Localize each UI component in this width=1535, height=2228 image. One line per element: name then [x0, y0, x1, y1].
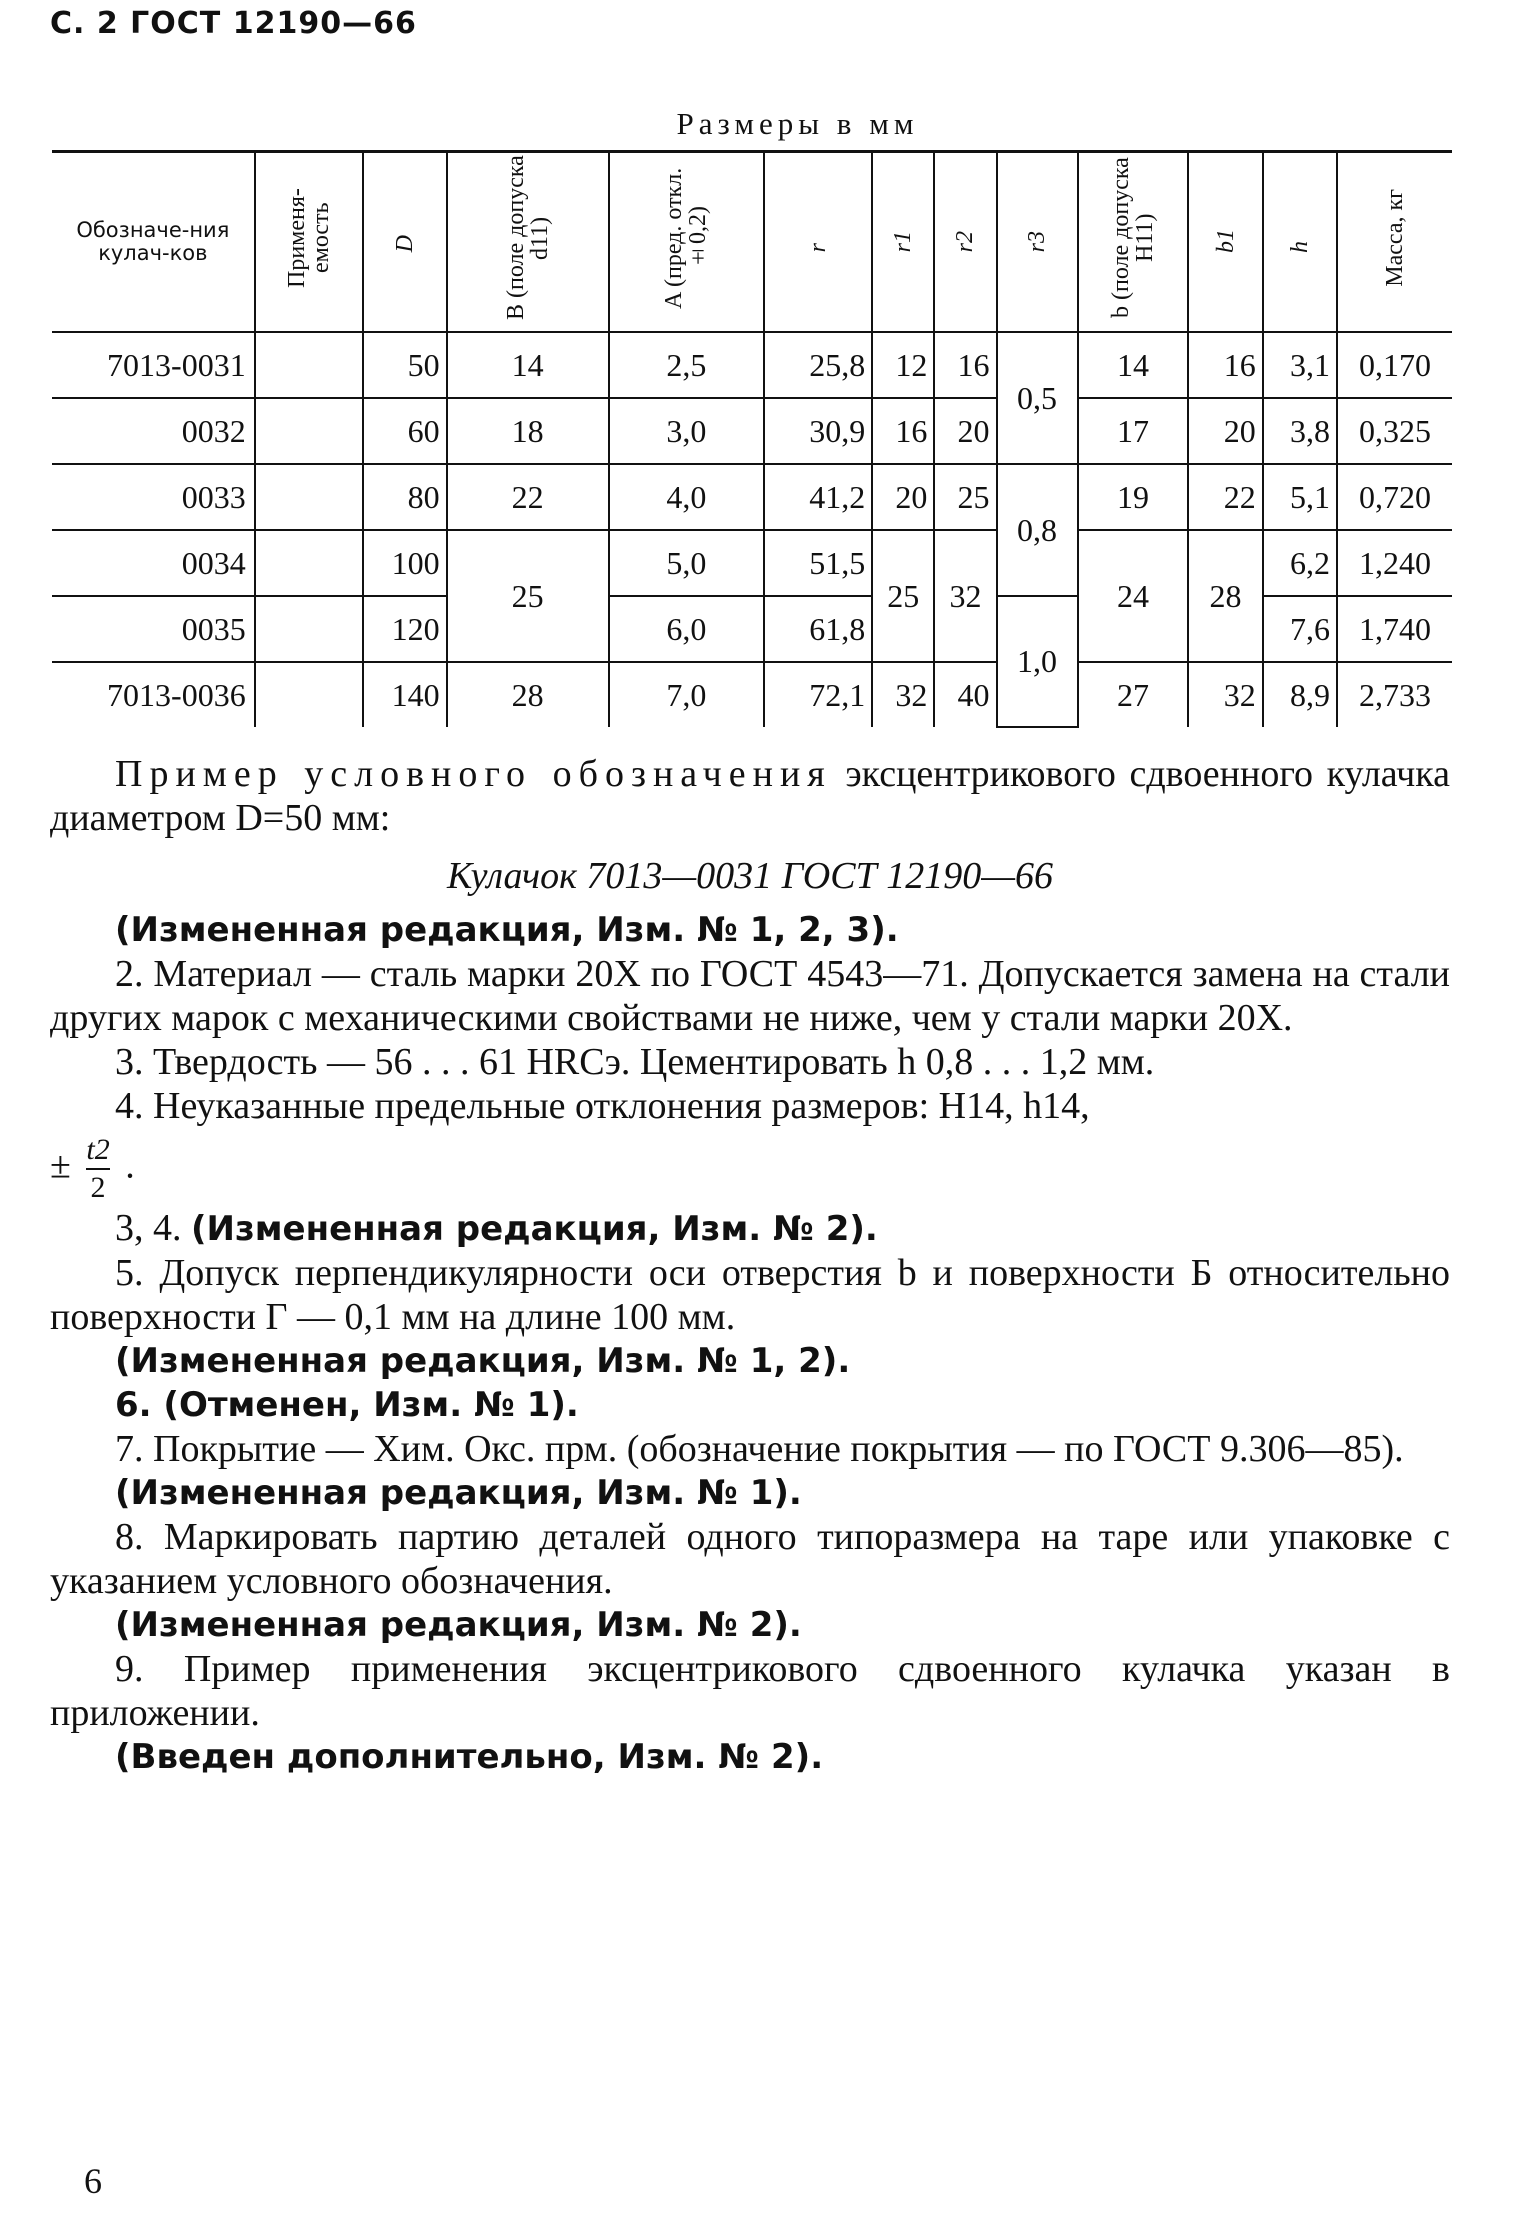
header-b: b (поле допуска H11): [1078, 152, 1189, 333]
cell-designation: 0032: [52, 398, 255, 464]
tolerance-formula: [50, 1132, 1450, 1206]
paragraph-5: 5. Допуск перпендикулярности оси отверстия b и поверхности Б относительно поверхности Г — 0,1 мм на длине 100 мм.: [50, 1252, 1450, 1338]
cell-b: 19: [1078, 464, 1189, 530]
cell-D: 100: [363, 530, 447, 596]
table-caption: Размеры в мм: [676, 106, 919, 141]
cell-h: 6,2: [1263, 530, 1337, 596]
body-text: [50, 752, 1450, 1779]
cell-h: 7,6: [1263, 596, 1337, 662]
header-A: A (пред. откл. ±0,2): [609, 152, 764, 333]
cell-A: 3,0: [609, 398, 764, 464]
header-B: B (поле допуска d11): [447, 152, 609, 333]
cell-r2-merged: 32: [934, 530, 996, 662]
cell-mass: 2,733: [1337, 662, 1452, 727]
example-intro: Пример условного обозначения эксцентрикового сдвоенного кулачка диаметром D=50 мм:: [50, 753, 1450, 839]
header-r3: r3: [997, 152, 1078, 333]
cell-applicability: [255, 596, 363, 662]
cell-mass: 1,740: [1337, 596, 1452, 662]
cell-A: 4,0: [609, 464, 764, 530]
cell-applicability: [255, 464, 363, 530]
cell-b1: 22: [1188, 464, 1262, 530]
cell-h: 3,8: [1263, 398, 1337, 464]
cell-b1-merged: 28: [1188, 530, 1262, 662]
paragraph-7: 7. Покрытие — Хим. Окс. прм. (обозначение покрытия — по ГОСТ 9.306—85).: [115, 1428, 1404, 1470]
example-designation: Кулачок 7013—0031 ГОСТ 12190—66: [447, 855, 1053, 897]
cell-A: 2,5: [609, 332, 764, 398]
cell-r: 72,1: [764, 662, 872, 727]
cell-b: 17: [1078, 398, 1189, 464]
cell-r1: 16: [872, 398, 934, 464]
cell-applicability: [255, 530, 363, 596]
header-D: D: [363, 152, 447, 333]
cell-h: 8,9: [1263, 662, 1337, 727]
cell-r: 51,5: [764, 530, 872, 596]
cell-B: 18: [447, 398, 609, 464]
cell-r1-merged: 25: [872, 530, 934, 662]
cell-mass: 1,240: [1337, 530, 1452, 596]
cell-designation: 0035: [52, 596, 255, 662]
paragraph-4: 4. Неуказанные предельные отклонения размеров: H14, h14,: [115, 1085, 1090, 1127]
paragraph-8: 8. Маркировать партию деталей одного типоразмера на таре или упаковке с указанием условного обозначения.: [50, 1516, 1450, 1602]
header-b1: b1: [1188, 152, 1262, 333]
cell-r2: 20: [934, 398, 996, 464]
fraction-denominator: 2: [90, 1171, 106, 1204]
formula-end: .: [125, 1144, 135, 1187]
amendment-note: (Измененная редакция, Изм. № 2).: [115, 1605, 802, 1645]
cell-A: 7,0: [609, 662, 764, 727]
cell-A: 6,0: [609, 596, 764, 662]
table-row: [52, 464, 1452, 530]
cell-r3: 0,5: [997, 332, 1078, 464]
cell-applicability: [255, 398, 363, 464]
cell-B: 28: [447, 662, 609, 727]
cell-b: 27: [1078, 662, 1189, 727]
cell-B-merged: 25: [447, 530, 609, 662]
cell-B: 22: [447, 464, 609, 530]
cell-b1: 16: [1188, 332, 1262, 398]
cell-D: 80: [363, 464, 447, 530]
page-number: 6: [84, 2161, 102, 2201]
cell-r3: 0,8: [997, 464, 1078, 596]
cell-applicability: [255, 332, 363, 398]
cell-b-merged: 24: [1078, 530, 1189, 662]
header-r2: r2: [934, 152, 996, 333]
table-header-row: [52, 152, 1452, 333]
header-h: h: [1263, 152, 1337, 333]
cell-designation: 0033: [52, 464, 255, 530]
amendment-note: (Измененная редакция, Изм. № 1, 2).: [115, 1341, 851, 1381]
cell-b: 14: [1078, 332, 1189, 398]
cell-designation: 7013-0031: [52, 332, 255, 398]
cell-A: 5,0: [609, 530, 764, 596]
paragraph-3: 3. Твердость — 56 . . . 61 HRCэ. Цементировать h 0,8 . . . 1,2 мм.: [115, 1041, 1155, 1083]
amendment-note: (Измененная редакция, Изм. № 1).: [115, 1473, 802, 1513]
cell-r3: 1,0: [997, 596, 1078, 727]
plus-minus-sign: ±: [50, 1144, 71, 1187]
cell-r: 30,9: [764, 398, 872, 464]
cell-D: 120: [363, 596, 447, 662]
page-header: С. 2 ГОСТ 12190—66: [50, 6, 417, 41]
cell-D: 60: [363, 398, 447, 464]
header-mass: Масса, кг: [1337, 152, 1452, 333]
cell-r: 61,8: [764, 596, 872, 662]
cell-D: 50: [363, 332, 447, 398]
fraction: [86, 1132, 109, 1206]
paragraph-6: 6. (Отменен, Изм. № 1).: [115, 1385, 579, 1425]
header-applicability: Применя-емость: [255, 152, 363, 333]
table-row: [52, 398, 1452, 464]
table-row: [52, 332, 1452, 398]
amendment-note: (Введен дополнительно, Изм. № 2).: [115, 1737, 824, 1777]
cell-applicability: [255, 662, 363, 727]
cell-B: 14: [447, 332, 609, 398]
cell-r2: 40: [934, 662, 996, 727]
cell-r1: 20: [872, 464, 934, 530]
header-r1: r1: [872, 152, 934, 333]
amendment-note-3-4: 3, 4. (Измененная редакция, Изм. № 2).: [115, 1207, 878, 1249]
fraction-numerator: t2: [86, 1132, 109, 1170]
cell-r1: 12: [872, 332, 934, 398]
cell-b1: 32: [1188, 662, 1262, 727]
cell-mass: 0,720: [1337, 464, 1452, 530]
cell-mass: 0,170: [1337, 332, 1452, 398]
cell-mass: 0,325: [1337, 398, 1452, 464]
table-row: [52, 530, 1452, 596]
cell-designation: 0034: [52, 530, 255, 596]
cell-r: 25,8: [764, 332, 872, 398]
cell-r2: 25: [934, 464, 996, 530]
cell-r2: 16: [934, 332, 996, 398]
header-r: r: [764, 152, 872, 333]
paragraph-9: 9. Пример применения эксцентрикового сдвоенного кулачка указан в приложении.: [50, 1648, 1450, 1734]
paragraph-2: 2. Материал — сталь марки 20Х по ГОСТ 4543—71. Допускается замена на стали других марок с механическими свойствами не ниже, чем у стали марки 20Х.: [50, 953, 1450, 1039]
cell-designation: 7013-0036: [107, 676, 246, 713]
cell-h: 5,1: [1263, 464, 1337, 530]
cell-D: 140: [363, 662, 447, 727]
cell-h: 3,1: [1263, 332, 1337, 398]
cell-b1: 20: [1188, 398, 1262, 464]
cell-r: 41,2: [764, 464, 872, 530]
cell-r1: 32: [872, 662, 934, 727]
table-row: [52, 662, 1452, 727]
amendment-note: (Измененная редакция, Изм. № 1, 2, 3).: [115, 910, 899, 950]
dimensions-table: [52, 150, 1452, 728]
header-designation: Обозначе-ния кулач-ков: [52, 152, 255, 333]
